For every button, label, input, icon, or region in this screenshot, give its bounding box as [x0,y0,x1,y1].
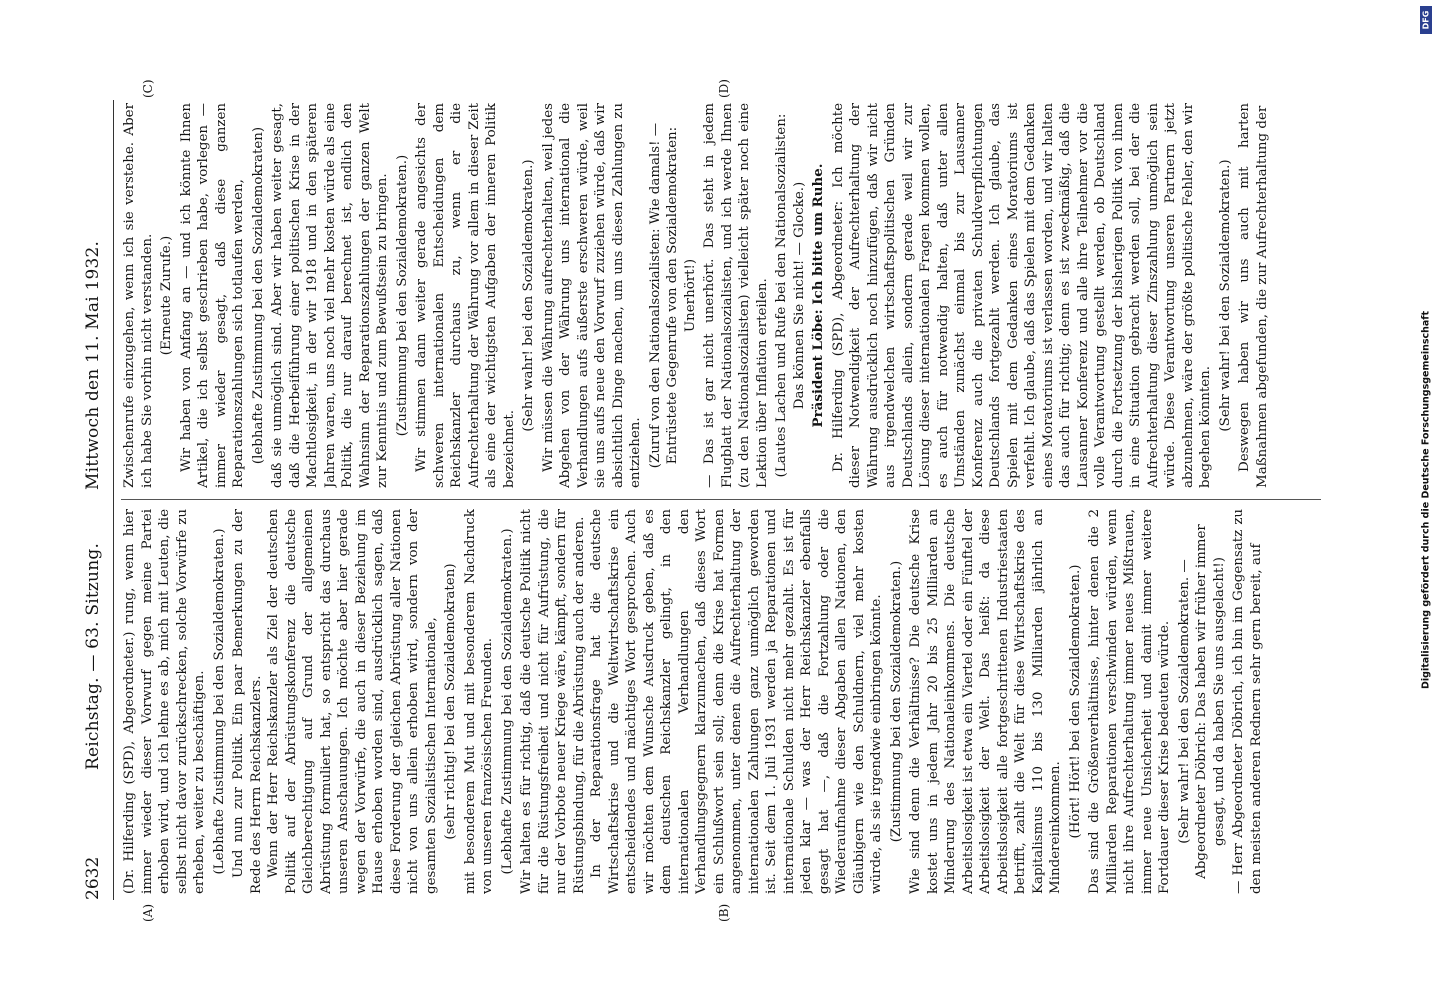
paragraph: Wenn der Herr Reichskanzler als Ziel der deutschen Politik auf der Abrüstungskonferenz die deutsche Gleichberechtigung auf Grund der allgemeinen Abrüstung formuliert hat, so entspricht das durchaus unseren Anschauungen. Ich möchte aber hier gerade wegen der Vorwürfe, die auch in dieser Beziehung im Hause erhoben worden sind, ausdrücklich sagen, daß diese Forderung der gleichen Abrüstung aller Nationen nicht von uns allein erhoben wird, sondern von der gesamten Sozialistischen Internationale, [266,509,439,894]
paragraph: Wir haben von Anfang an — und ich könnte Ihnen Artikel, die ich selbst geschrieben habe, vorlegen — immer wieder gesagt, daß diese ganzen Reparationszahlungen sich totlaufen werden, [178,103,246,488]
paragraph: Zwischenrufe einzugehen, wenn ich sie verstehe. Aber ich habe Sie vorhin nicht verstanden. [122,103,155,488]
left-column [121,509,1321,894]
document-page [77,79,1357,922]
paragraph: Und nun zur Politik. Ein paar Bemerkungen zu der Rede des Herrn Reichskanzlers. [231,509,264,894]
header-session-title: Reichstag. — 63. Sitzung. [83,542,103,770]
paragraph: Wir müssen die Währung aufrechterhalten, weil jedes Abgehen von der Währung uns international die Verhandlungen aufs äußerste erschweren würde, weil sie uns aufs neue den Vorwurf zuziehen würde, daß wir absichtlich Dinge machen, um uns diesen Zahlungen zu entziehen. [540,103,643,488]
paragraph: Deswegen haben wir uns auch mit harten Maßnahmen abgefunden, die zur Aufrechterhaltung der [1237,103,1270,488]
interjection: (Zustimmung bei den Sozialdemokraten.) [394,154,410,437]
paragraph: daß sie unmöglich sind. Aber wir haben weiter gesagt, daß die Herbeiführung einer politischen Krise in der Machtlosigkeit, in der wir 1918 und in den späteren Jahren waren, uns noch viel mehr kosten würde als eine Politik, die nur darauf berechnet ist, endlich den Wahnsinn der Reparationszahlungen der ganzen Welt zur Kenntnis und zum Bewußtsein zu bringen. [270,103,390,488]
margin-mark-d: (D) [717,79,731,98]
paragraph: Dr. Hilferding (SPD), Abgeordneter: Ich möchte dieser Notwendigkeit der Aufrechterhaltung der Währung ausdrücklich noch hinzufügen, daß wir nicht aus irgendwelchen wirtschaftspolitischen Gründen Deutschlands allein, sondern gerade weil wir zur Lösung dieser internationalen Fragen kommen wollen, es auch für notwendig halten, daß unter allen Umständen zunächst einmal bis zur Lausanner Konferenz auch die privaten Schuldverpflichtungen Deutschlands fortgezahlt werden. Ich glaube, das Spielen mit dem Gedanken eines Moratoriums ist verfehlt. Ich glaube, daß das Spielen mit dem Gedanken eines Moratoriums ist verlassen worden, und wir halten das auch für richtig; denn es ist zweckmäßig, daß die Lausanner Konferenz und alle ihre Teilnehmer vor die volle Verantwortung gestellt werden, ob Deutschland durch die Fortsetzung der bisherigen Politik von ihnen in eine Situation gebracht werden soll, bei der die Aufrechterhaltung dieser Zinszahlung unmöglich sein würde. Diese Verantwortung unseren Partnern jetzt abzunehmen, wäre der größte politische Fehler, den wir begehen könnten. [830,103,1213,488]
paragraph: — Das ist gar nicht unerhört. Das steht in jedem Flugblatt der Nationalsozialisten, und ich werde Ihnen (zu den Nationalsozialisten) vielleicht später noch eine Lektion über Inflation erteilen. [702,103,770,488]
funding-stamp-text: Digitalisierung gefördert durch die Deutsche Forschungsgemeinschaft [1420,311,1432,689]
paragraph: Wir stimmen dann weiter gerade angesichts der schweren internationalen Entscheidungen dem Reichskanzler durchaus zu, wenn er die Aufrechterhaltung der Währung vor allem in dieser Zeit als eine der wichtigsten Aufgaben der inneren Politik bezeichnet. [414,103,517,488]
interjection: (Zuruf von den Nationalsozialisten: Wie damals! — Entrüstete Gegenrufe von den Sozialdemokraten: Unerhört!) [647,122,698,469]
paragraph: Das sind die Größenverhältnisse, hinter denen die 2 Milliarden Reparationen verschwinden würden, wenn nicht ihre Aufrechterhaltung immer neues Mißtrauen, immer neue Unsicherheit und damit immer weitere Fortdauer dieser Krise bedeuten würde. [1087,509,1172,894]
right-column [121,103,1321,488]
interjection: (lebhafte Zustimmung bei den Sozialdemokraten) [250,126,266,465]
column-divider [121,499,1321,500]
page-number: 2632 [83,856,103,900]
running-header [77,100,114,900]
interjection: (Sehr wahr! bei den Sozialdemokraten.) [1217,159,1233,432]
paragraph: Wie sind denn die Verhältnisse? Die deutsche Krise kostet uns in jedem Jahr 20 bis 25 Milliarden an Minderung des Nationaleinkommens. Die deutsche Arbeitslosigkeit ist etwa ein Viertel oder ein Fünftel der Arbeitslosigkeit der Welt. Das heißt: da diese Arbeitslosigkeit alle fortgeschrittenen Industriestaaten betrifft, zahlt die Welt für diese Wirtschaftskrise des Kapitalismus 110 bis 130 Milliarden jährlich an Mindereinkommen. [908,509,1063,894]
margin-mark-a: (A) [141,903,155,922]
interjection: (Sehr wahr! bei den Sozialdemokraten. — Abgeordneter Döbrich: Das haben wir früher immer gesagt, und da haben Sie uns ausgelacht!) [1176,524,1227,879]
interjection: (Hört! Hört! bei den Sozialdemokraten.) [1067,564,1083,839]
margin-mark-c: (C) [141,79,155,98]
interjection: (Sehr wahr! bei den Sozialdemokraten.) [521,159,536,432]
interjection: (Erneute Zurufe.) [159,235,174,356]
interjection: (Lebhafte Zustimmung bei den Sozialdemokraten.) [211,528,227,875]
interjection: (Lebhafte Zustimmung bei den Sozialdemokraten.) [499,528,515,875]
speaker-president: Präsident Löbe: Ich bitte um Ruhe. [810,163,826,428]
paragraph: In der Reparationsfrage hat die deutsche Wirtschaftskrise und die Weltwirtschaftskrise ein entscheidendes und mächtiges Wort gesprochen. Auch wir möchten dem Wunsche Ausdruck geben, daß es dem deutschen Reichskanzler gelingt, in den internationalen Verhandlungen den Verhandlungsgegnern klarzumachen, daß dieses Wort ein Schlußwort sein soll; denn die Krise hat Formen angenommen, unter denen die Aufrechterhaltung der internationalen Zahlungen ganz unmöglich geworden ist. Seit dem 1. Juli 1931 werden ja Reparationen und internationale Schulden nicht mehr gezahlt. Es ist für jeden klar — was der Herr Reichskanzler ebenfalls gesagt hat —, daß die Fortzahlung oder die Wiederaufnahme dieser Abgaben allen Nationen, den Gläubigern wie den Schuldnern, viel mehr kosten würde, als sie irgendwie einbringen könnte. [589,509,884,894]
paragraph: Wir halten es für richtig, daß die deutsche Politik nicht für die Rüstungsfreiheit und nicht für Aufrüstung, die nur der Vorbote neuer Kriege wäre, kämpft, sondern für Rüstungsbindung, für die Abrüstung auch der anderen. [519,509,587,894]
margin-mark-b: (B) [717,903,731,922]
interjection: (Lautes Lachen und Rufe bei den Nationalsozialisten: Das können Sie nicht! — Glocke.) [774,113,807,478]
interjection: (sehr richtig! bei den Sozialdemokraten) [443,563,458,840]
paragraph: mit besonderem Mut und mit besonderem Nachdruck von unseren französischen Freunden. [462,509,495,894]
dfg-logo-text: DFG [1421,10,1431,30]
header-date: Mittwoch den 11. Mai 1932. [83,240,103,490]
paragraph: (Dr. Hilferding (SPD), Abgeordneter.) rung, wenn hier immer wieder dieser Vorwurf gegen meine Partei erhoben wird, und ich lehne es ab, mich mit Leuten, die selbst nicht davor zurückschrecken, solche Vorwürfe zu erheben, weiter zu beschäftigen. [122,509,207,894]
interjection: (Zustimmung bei den Sozialdemokraten.) [888,560,904,843]
funding-stamp [1418,10,1434,990]
paragraph: — Herr Abgeordneter Döbrich, ich bin im Gegensatz zu den meisten anderen Rednern sehr gern bereit, auf [1231,509,1264,894]
